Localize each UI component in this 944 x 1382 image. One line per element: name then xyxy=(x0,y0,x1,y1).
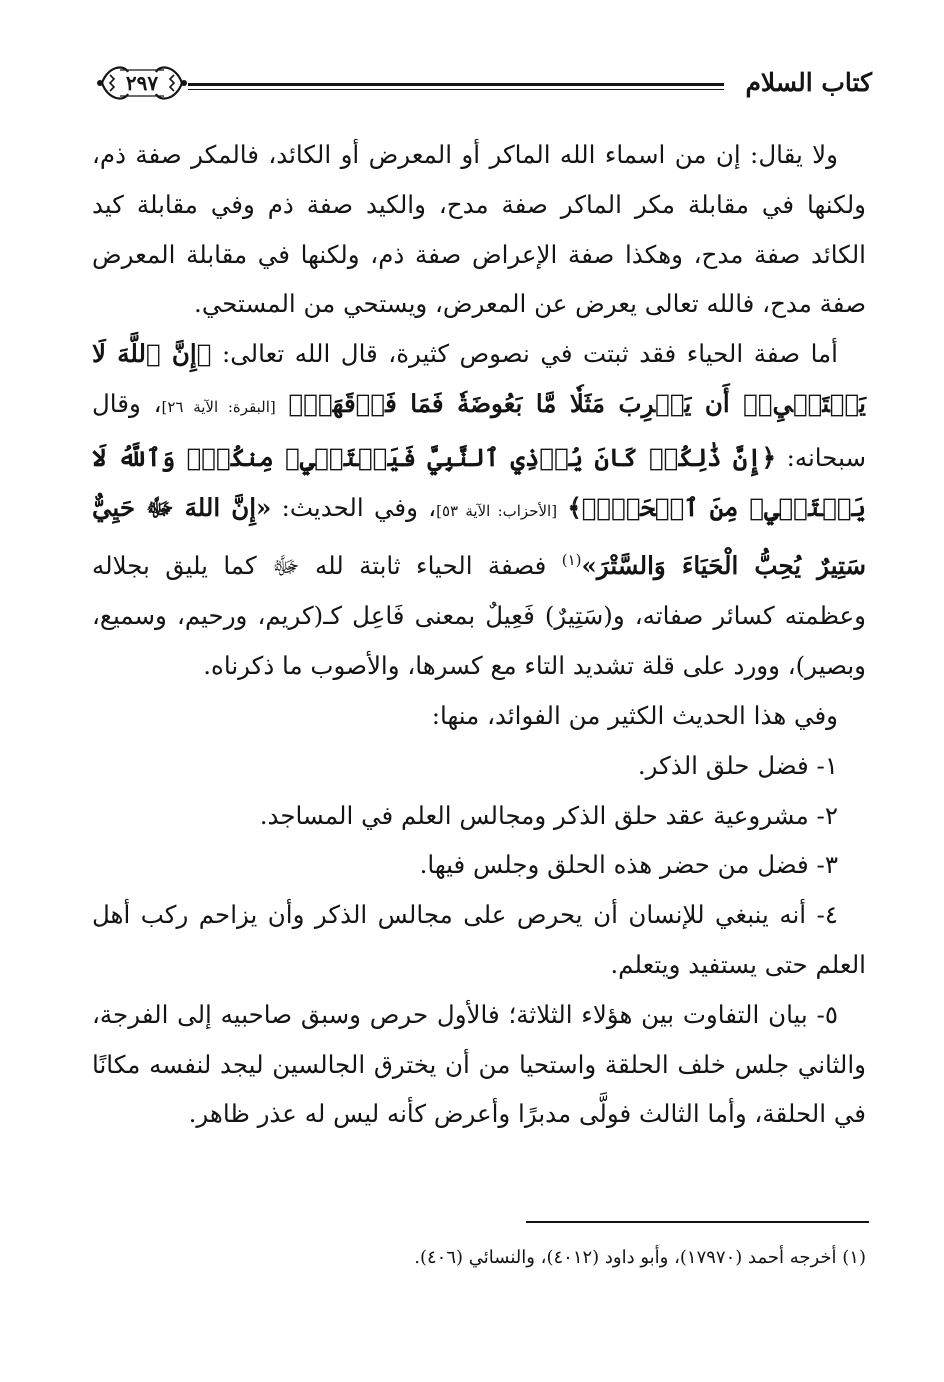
footnote: (١) أخرجه أحمد (١٧٩٧٠)، وأبو داود (٤٠١٢)، والنسائي (٤٠٦). xyxy=(414,1247,866,1268)
header-rule-thin xyxy=(188,89,724,90)
page-header xyxy=(80,58,872,108)
footnote-divider xyxy=(526,1221,869,1223)
quran-verse-ahzab: ﴿إِنَّ ذَٰلِكُمۡ كَانَ يُؤۡذِي ٱلنَّبِيَّ فَيَسۡتَحۡيِۦ مِنكُمۡۖ وَٱللَّهُ لَا يَسۡتَحۡيِۦ مِنَ ٱلۡحَقِّۚ﴾ xyxy=(92,442,866,522)
running-title: كتاب السلام xyxy=(745,68,872,97)
paragraph-haya-rest: فصفة الحياء ثابتة لله ﷻ كما يليق بجلاله وعظمته كسائر صفاته، و(سَتِيرٌ) فَعِيلٌ بمعنى فَاعِل كـ(كريم، ورحيم، وسميع، وبصير)، وورد على قلة تشديد التاء مع كسرها، والأصوب ما ذكرناه. xyxy=(92,551,866,681)
verse-reference-ahzab: [الأحزاب: الآية ٥٣] xyxy=(436,501,558,520)
quran-verse-baqarah: ﴿إِنَّ ٱللَّهَ لَا يَسۡتَحۡيِۦٓ أَن يَضۡرِبَ مَثَلٗا مَّا بَعُوضَةٗ فَمَا فَوۡقَهَاۚ﴾ xyxy=(92,339,867,418)
list-item-1: ١- فضل حلق الذكر. xyxy=(637,750,838,780)
list-item-3: ٣- فضل من حضر هذه الحلق وجلس فيها. xyxy=(419,850,838,880)
hadith-text: «إِنَّ اللهَ ﷻ حَيِيٌّ سَتِيرٌ يُحِبُّ الْحَيَاءَ وَالسَّتْرَ» xyxy=(92,492,867,581)
main-text xyxy=(92,130,866,1139)
list-item-4: ٤- أنه ينبغي للإنسان أن يحرص على مجالس الذكر وأن يزاحم ركب أهل العلم حتى يستفيد ويتعلم. xyxy=(92,900,866,979)
list-item-5: ٥- بيان التفاوت بين هؤلاء الثلاثة؛ فالأول حرص وسبق صاحبيه إلى الفرجة، والثاني جلس خلف الحلقة واستحيا من أن يخترق الجالسين ليجد لنفسه مكانًا في الحلقة، وأما الثالث فولَّى مدبرًا وأعرض كأنه ليس له عذر ظاهر. xyxy=(92,999,866,1129)
hadith-intro: ، وفي الحديث: xyxy=(271,492,437,522)
footnote-marker: (١) xyxy=(561,551,582,570)
page-number: ٢٩٧ xyxy=(125,71,159,95)
header-rule xyxy=(188,83,724,86)
verse-reference-baqarah: [البقرة: الآية ٢٦] xyxy=(161,397,276,416)
paragraph-haya-mid: ، وقال سبحانه: xyxy=(92,388,866,472)
paragraph-haya xyxy=(92,329,866,691)
page-number-ornament xyxy=(94,60,190,106)
list-item-2: ٢- مشروعية عقد حلق الذكر ومجالس العلم في المساجد. xyxy=(259,800,838,830)
benefits-intro: وفي هذا الحديث الكثير من الفوائد، منها: xyxy=(431,700,838,730)
paragraph-haya-intro: أما صفة الحياء فقد ثبتت في نصوص كثيرة، قال الله تعالى: xyxy=(211,339,838,369)
paragraph-intro: ولا يقال: إن من اسماء الله الماكر أو المعرض أو الكائد، فالمكر صفة ذم، ولكنها في مقابلة مكر الماكر صفة مدح، والكيد صفة ذم وفي مقابلة كيد الكائد صفة مدح، وهكذا صفة الإعراض صفة ذم، ولكنها في مقابلة المعرض صفة مدح، فالله تعالى يعرض عن المعرض، ويستحي من المستحي. xyxy=(92,140,866,319)
